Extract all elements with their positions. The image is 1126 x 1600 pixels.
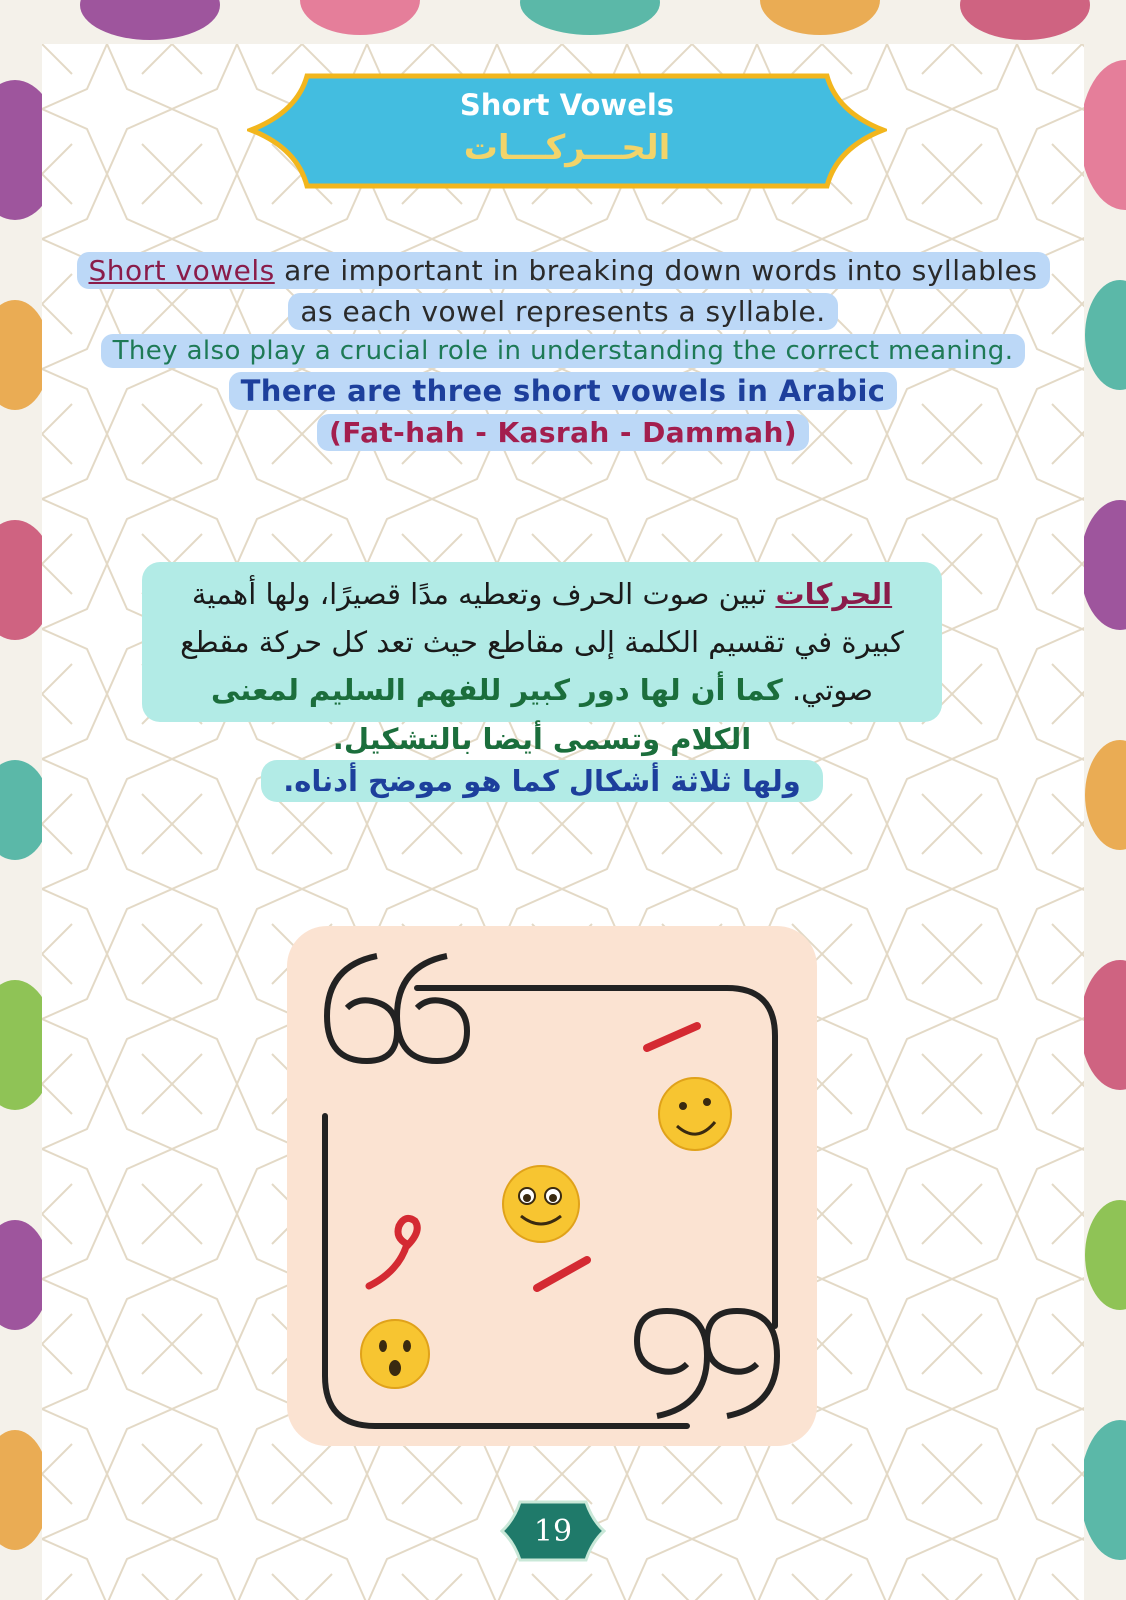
english-line-4: There are three short vowels in Arabic — [229, 372, 898, 410]
english-line-2: as each vowel represents a syllable. — [288, 293, 837, 330]
title-english: Short Vowels — [459, 88, 675, 122]
page-number: 19 — [533, 1514, 573, 1549]
page — [42, 44, 1084, 1600]
arabic-part-2: كما أن لها دور كبير للفهم السليم لمعنى — [210, 673, 783, 707]
arabic-text-block — [142, 562, 942, 802]
arabic-line-6: ولها ثلاثة أشكال كما هو موضح أدناه. — [261, 760, 823, 802]
arabic-line-5: الكلام وتسمى أيضا بالتشكيل. — [332, 722, 752, 756]
short-vowels-term: Short vowels — [88, 254, 275, 287]
smiling-emoji-icon — [659, 1078, 731, 1150]
english-text-block — [42, 250, 1084, 453]
happy-emoji-icon — [503, 1166, 579, 1242]
page-number-badge — [500, 1496, 606, 1566]
english-line-1 — [77, 252, 1050, 289]
english-line-1-rest: are important in breaking down words into syllables — [274, 254, 1038, 287]
surprised-emoji-icon — [361, 1320, 429, 1388]
english-line-5: (Fat-hah - Kasrah - Dammah) — [317, 414, 809, 451]
arabic-paragraph — [142, 562, 942, 722]
vowel-illustration-panel — [287, 926, 817, 1446]
arabic-term: الحركات — [775, 577, 893, 611]
arabic-part-1: تبين صوت الحرف وتعطيه مدًا قصيرًا، ولها أهمية كبيرة في تقسيم الكلمة إلى مقاطع حيث تعد كل حركة مقطع صوتي. — [180, 577, 904, 707]
english-line-3: They also play a crucial role in understanding the correct meaning. — [101, 334, 1026, 368]
title-banner — [247, 72, 887, 192]
title-arabic: الحـــركـــات — [463, 128, 671, 168]
